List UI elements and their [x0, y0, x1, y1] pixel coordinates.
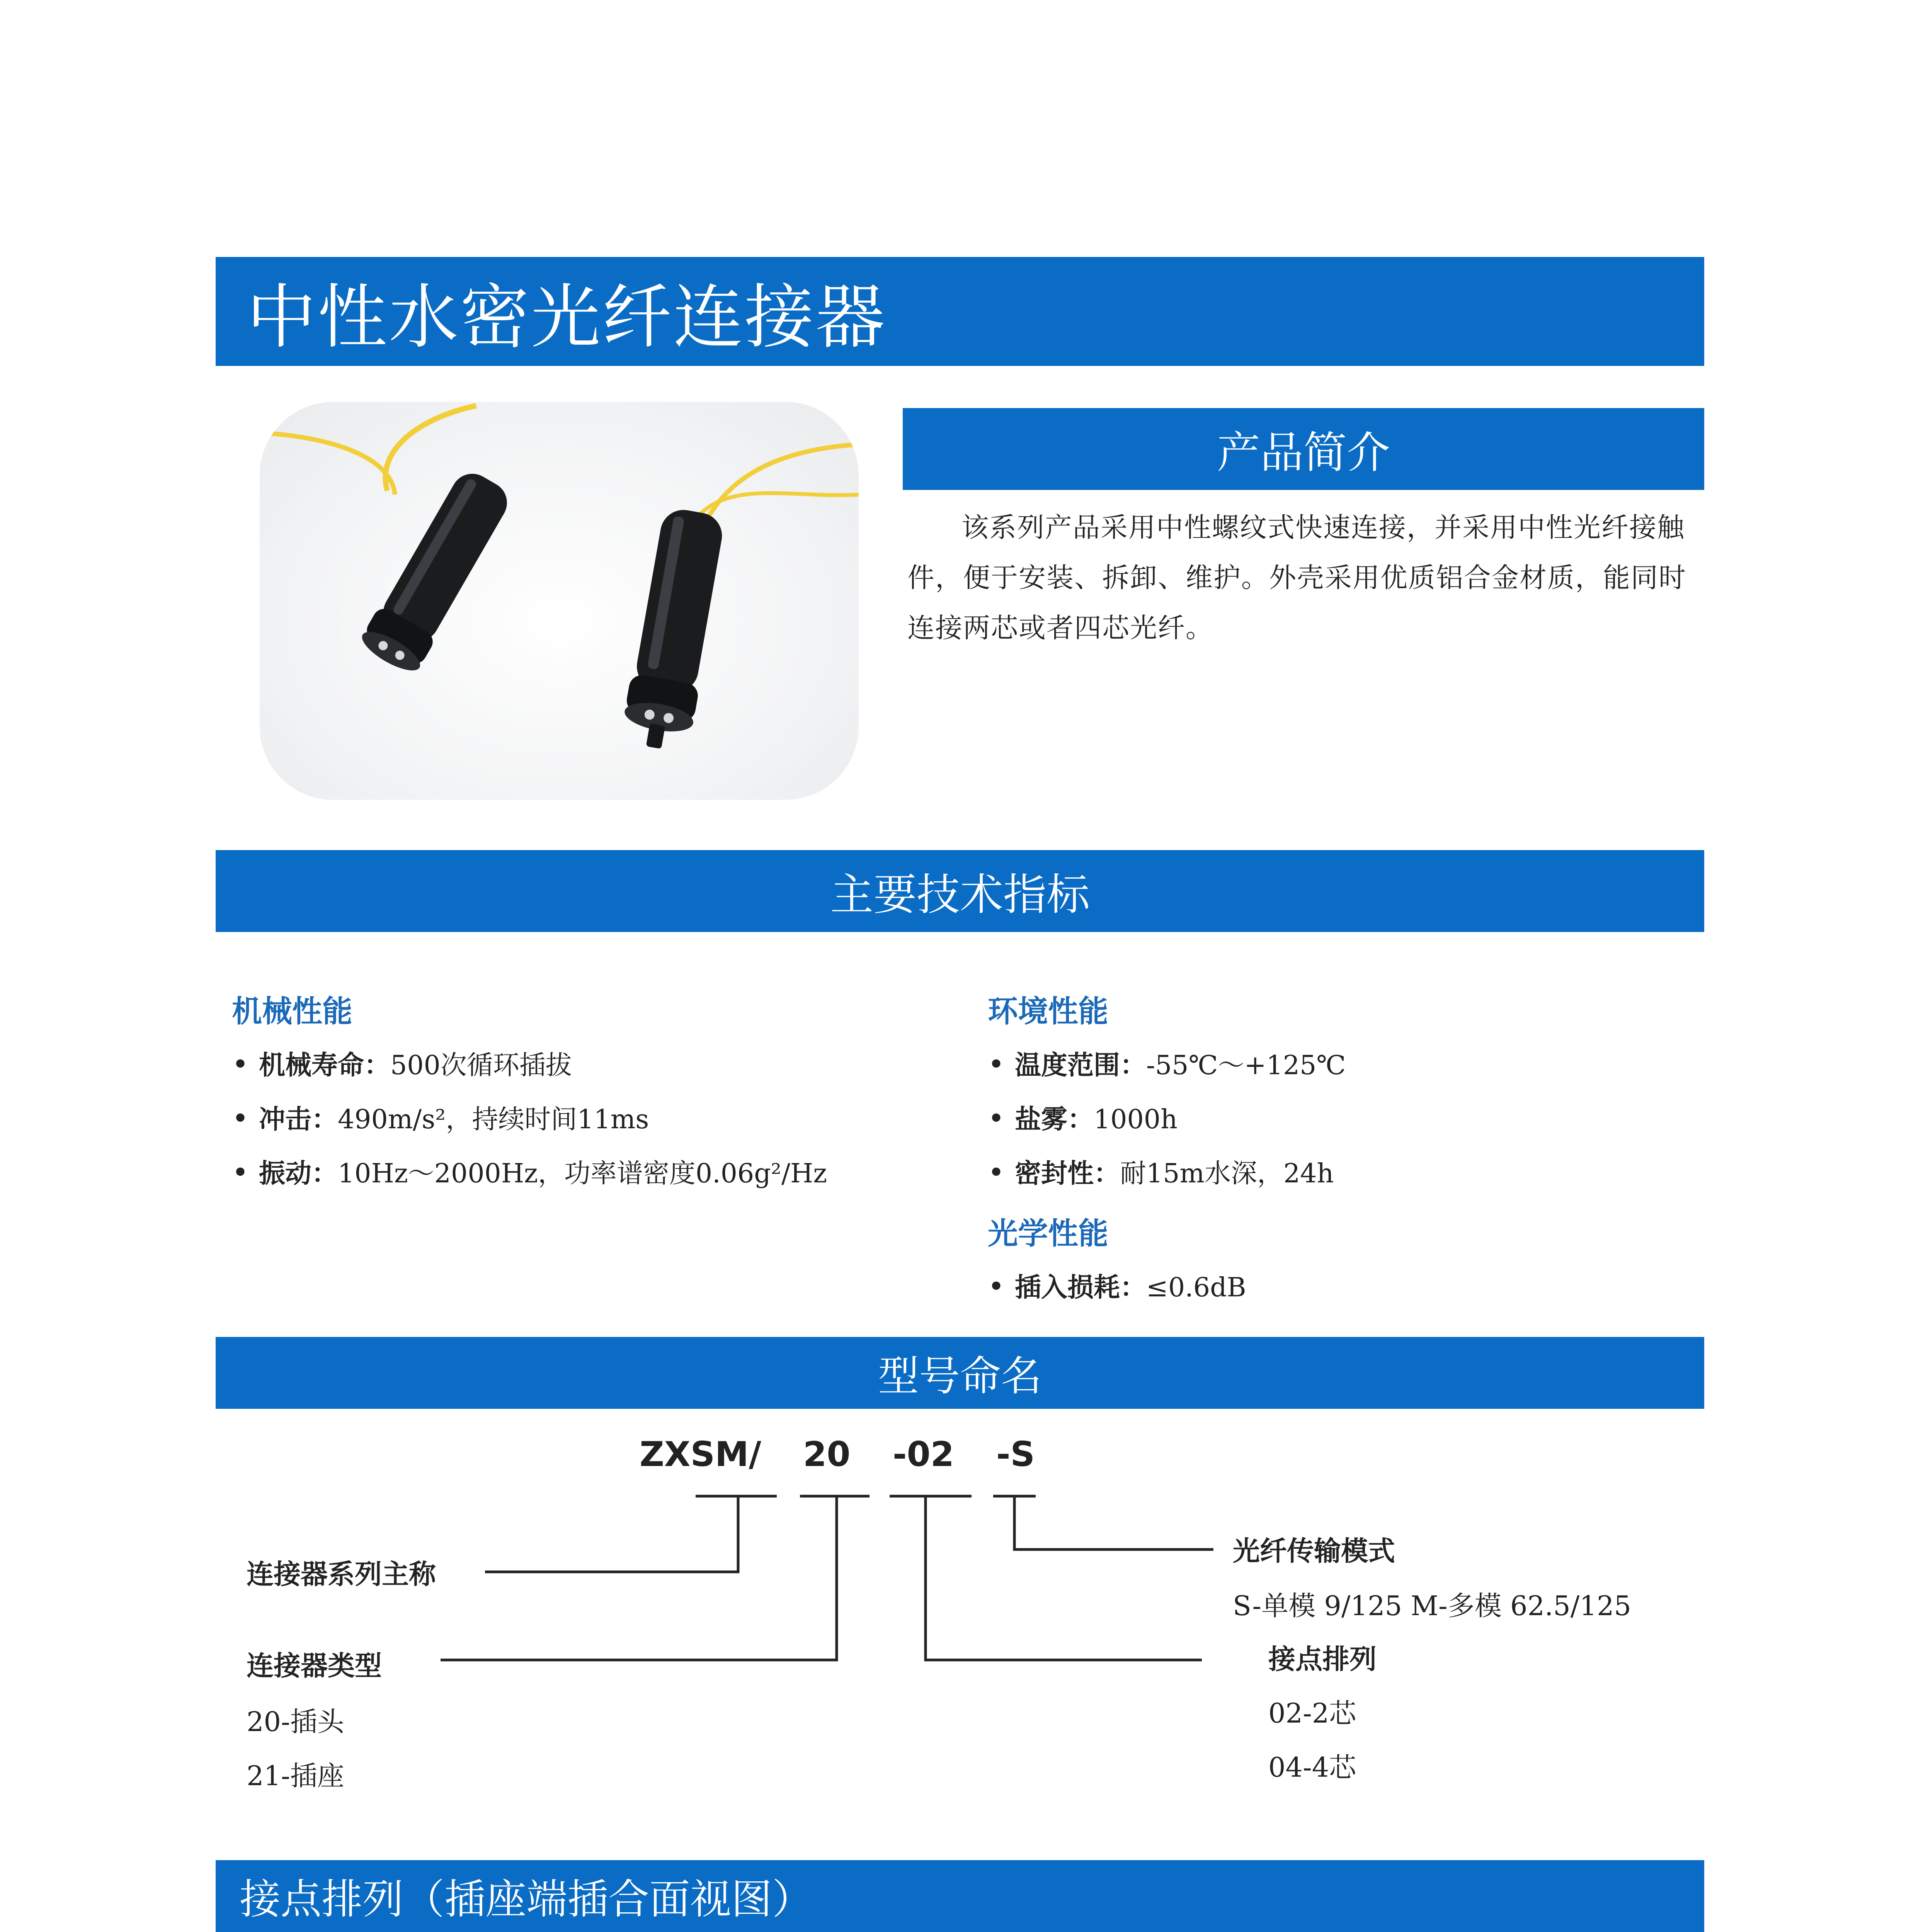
model-code-series: ZXSM/ — [640, 1434, 761, 1474]
arrangement-option: 02-2芯 — [1268, 1697, 1356, 1729]
spec-value: 1000h — [1094, 1104, 1178, 1135]
spec-label: 机械寿命： — [259, 1050, 391, 1081]
intro-paragraph: 该系列产品采用中性螺纹式快速连接，并采用中性光纤接触件，便于安装、拆卸、维护。外壳采用优质铝合金材质，能同时连接两芯或者四芯光纤。 — [907, 512, 1686, 644]
optical-heading: 光学性能 — [988, 1216, 1109, 1251]
bullet: • — [232, 1102, 249, 1135]
spec-label: 插入损耗： — [1015, 1272, 1147, 1303]
arrangement-option: 04-4芯 — [1268, 1752, 1356, 1783]
spec-value: ≤0.6dB — [1146, 1272, 1246, 1303]
type-option: 20-插头 — [247, 1706, 344, 1738]
bullet: • — [232, 1048, 249, 1081]
spec-label: 冲击： — [259, 1104, 338, 1135]
model-code-mode: -S — [996, 1434, 1035, 1474]
arrangement-label: 接点排列 — [1268, 1643, 1377, 1675]
spec-label: 温度范围： — [1015, 1050, 1147, 1081]
spec-value: 10Hz～2000Hz，功率谱密度0.06g²/Hz — [338, 1158, 827, 1189]
spec-value: -55℃～+125℃ — [1146, 1050, 1346, 1081]
type-option: 21-插座 — [247, 1760, 344, 1792]
model-heading: 型号命名 — [878, 1352, 1042, 1400]
bullet: • — [988, 1156, 1005, 1189]
spec-value: 490m/s²，持续时间11ms — [338, 1104, 649, 1135]
spec-value: 500次循环插拔 — [390, 1050, 572, 1081]
contacts-header — [216, 1860, 1704, 1932]
contacts-heading: 接点排列（插座端插合面视图） — [240, 1876, 813, 1923]
bullet: • — [988, 1048, 1005, 1081]
spec-label: 密封性： — [1015, 1158, 1120, 1189]
model-code-cores: -02 — [893, 1434, 954, 1474]
bullet: • — [988, 1102, 1005, 1135]
page-title: 中性水密光纤连接器 — [247, 277, 887, 358]
mode-options: S-单模 9/125 M-多模 62.5/125 — [1233, 1590, 1632, 1622]
spec-value: 耐15m水深，24h — [1120, 1158, 1334, 1189]
specs-heading: 主要技术指标 — [830, 869, 1090, 920]
bullet: • — [988, 1270, 1005, 1303]
spec-label: 振动： — [259, 1158, 338, 1189]
bullet: • — [232, 1156, 249, 1189]
series-label: 连接器系列主称 — [247, 1558, 436, 1590]
model-code-type: 20 — [803, 1434, 851, 1474]
mechanical-heading: 机械性能 — [232, 994, 353, 1029]
type-label: 连接器类型 — [247, 1650, 382, 1682]
mode-label: 光纤传输模式 — [1233, 1535, 1395, 1567]
intro-heading: 产品简介 — [1217, 427, 1390, 478]
spec-label: 盐雾： — [1015, 1104, 1094, 1135]
environment-heading: 环境性能 — [988, 994, 1109, 1029]
